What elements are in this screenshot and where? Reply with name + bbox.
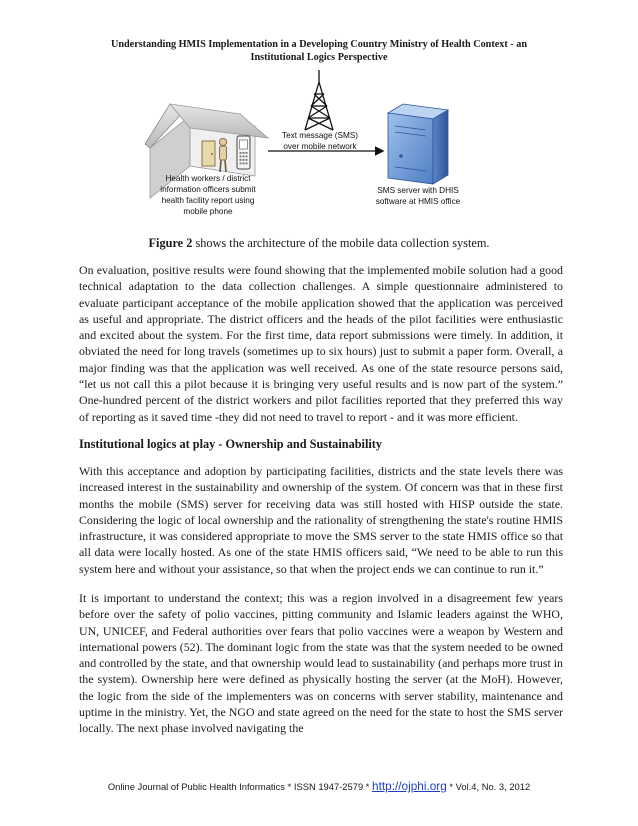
server-label-line2: software at HMIS office: [375, 197, 461, 206]
header-title-line2: Institutional Logics Perspective: [250, 52, 388, 63]
architecture-diagram: [0, 68, 638, 228]
server-label: [358, 185, 478, 207]
page-footer: [0, 779, 638, 793]
figure-label: Figure 2: [148, 236, 193, 250]
header-title-line1: Understanding HMIS Implementation in a Developing Country Ministry of Health Context - an: [110, 39, 527, 50]
section-heading: Institutional logics at play - Ownership and Sustainability: [79, 437, 383, 451]
running-header: [80, 38, 558, 64]
paragraph-context: It is important to understand the context; this was a region involved in a disagreement few years before over the safety of polio vaccines, pitting community and Islamic leaders against the WHO, UN, UNICEF, and Federal authorities over fears that polio vaccines were a weapon by Western and international powers (52). The dominant logic from the state was that the system needed to be owned and controlled by the state, and that ownership would lead to sustainability (and perhaps more trust in the system). Ownership here were defined as physically hosting the server (at the MoH). However, the logic from the side of the implementers was on concerns with server stability, maintenance and uptime in the ministry. Yet, the NGO and state agreed on the need for the state to host the SMS server locally. The next phase involved navigating the: [79, 591, 563, 736]
health-workers-label-line1: Health workers / district: [165, 174, 251, 183]
health-workers-label-line2: information officers submit: [160, 185, 256, 194]
figure-caption-text: shows the architecture of the mobile data collection system.: [192, 236, 490, 250]
footer-volume-text: * Vol.4, No. 3, 2012: [446, 781, 531, 792]
network-label-line1: Text message (SMS): [282, 131, 358, 140]
network-label: [272, 130, 368, 152]
footer-journal-link[interactable]: http://ojphi.org: [372, 779, 447, 793]
radio-tower-icon: [305, 70, 333, 130]
health-workers-label-line3: health facility report using: [161, 196, 255, 205]
server-label-line1: SMS server with DHIS: [377, 186, 459, 195]
paragraph-ownership: With this acceptance and adoption by participating facilities, districts and the state levels there was increased interest in the sustainability and ownership of the system. Of concern was that in these first months the mobile (SMS) server for receiving data was still hosted with HISP outside the state. Considering the logic of local ownership and the rationality of strengthening the state's routine HMIS infrastructure, it was considered appropriate to move the SMS server to the state HMIS office so that all data were locally hosted. As one of the state HMIS officers said, “We need to be able to run this system here and without your assistance, so that when the project ends we can continue to run it.”: [79, 464, 563, 576]
health-workers-label: [140, 173, 276, 217]
mobile-phone-icon: [237, 136, 250, 169]
figure-caption: [0, 236, 638, 251]
paragraph-evaluation: On evaluation, positive results were found showing that the implemented mobile solution had a good technical adaptation to the data collection challenges. A simple questionnaire administered to evaluate participant acceptance of the mobile application showed that the application was perceived as useful and appropriate. The district officers and the heads of the pilot facilities were enthusiastic and excited about the system. For the first time, data report submissions were timely. In addition, it obviated the need for long travels (sometimes up to six hours) just to submit a paper form. Overall, a major finding was that the application was well received. As one of the state resource persons said, “let us not call this a pilot because it is bringing very useful results and is now part of the system.” One-hundred percent of the district workers and pilot facilities reported that they preferred this way of reporting as it saved time -they did not need to travel to report - and it was more efficient.: [79, 263, 563, 424]
health-workers-label-line4: mobile phone: [183, 207, 233, 216]
footer-journal-text: Online Journal of Public Health Informatics * ISSN 1947-2579 *: [107, 781, 373, 792]
network-label-line2: over mobile network: [283, 142, 357, 151]
server-icon: [388, 104, 448, 184]
